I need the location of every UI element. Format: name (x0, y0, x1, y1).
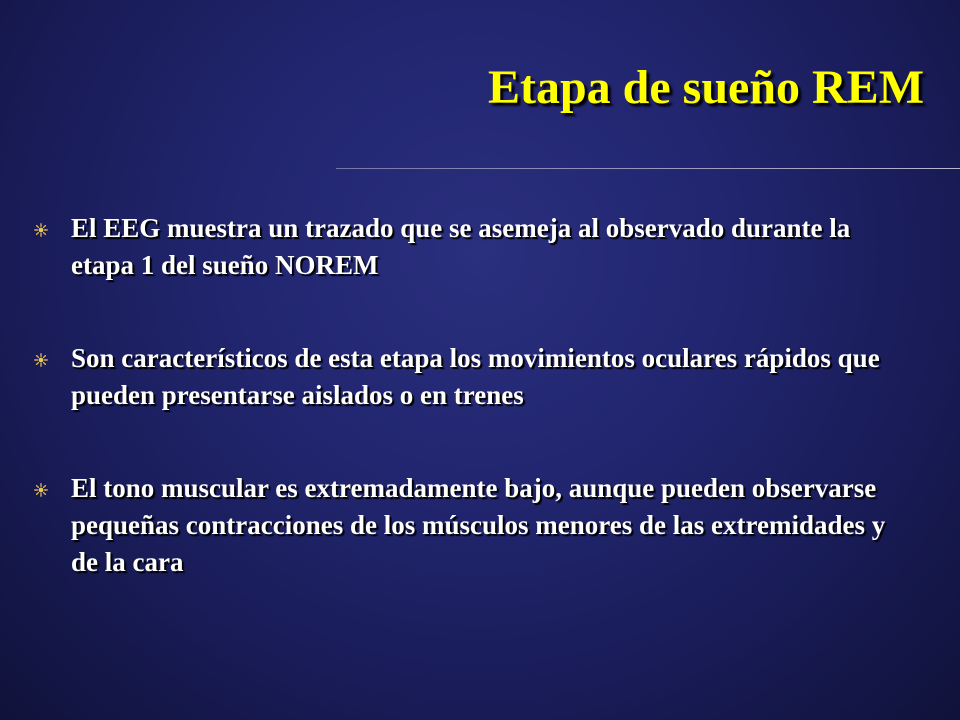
slide-title: Etapa de sueño REM (487, 61, 924, 114)
sun-ornament-icon (34, 483, 48, 497)
sun-ornament-icon (34, 353, 48, 367)
sun-ornament-icon (34, 223, 48, 237)
bullet-text: El EEG muestra un trazado que se asemeja al observado durante la etapa 1 del sueño NOREM (71, 213, 851, 280)
bullet-list (34, 210, 914, 637)
bullet-item (34, 340, 914, 414)
bullet-text: Son característicos de esta etapa los movimientos oculares rápidos que pueden presentarse aislados o en trenes (71, 343, 880, 410)
bullet-item (34, 470, 914, 581)
title-divider (336, 168, 960, 169)
bullet-item (34, 210, 914, 284)
bullet-text: El tono muscular es extremadamente bajo, aunque pueden observarse pequeñas contracciones de los músculos menores de las extremidades y de la cara (71, 473, 886, 577)
